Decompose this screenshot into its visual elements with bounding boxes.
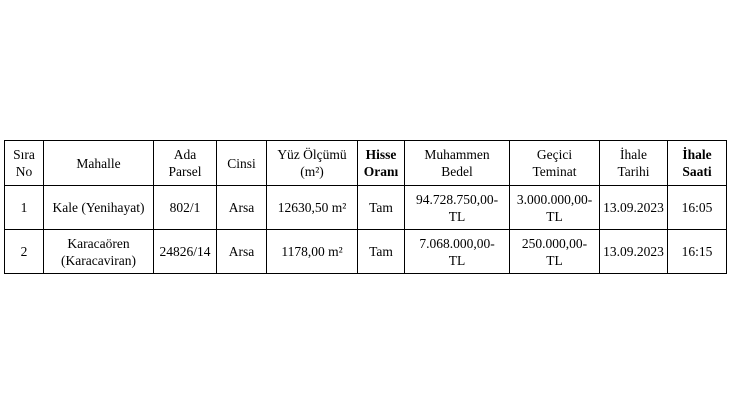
col-header-yuz-olcumu: Yüz Ölçümü (m²) — [267, 141, 358, 186]
col-header-sira-no: Sıra No — [5, 141, 44, 186]
col-header-cinsi: Cinsi — [217, 141, 267, 186]
table-row — [5, 186, 727, 230]
cell-mahalle: Kale (Yenihayat) — [44, 186, 154, 230]
cell-yuz-olcumu: 1178,00 m² — [267, 230, 358, 274]
cell-sira-no: 2 — [5, 230, 44, 274]
cell-hisse-orani: Tam — [358, 186, 405, 230]
cell-cinsi: Arsa — [217, 230, 267, 274]
cell-gecici-teminat: 250.000,00- TL — [510, 230, 600, 274]
col-header-mahalle: Mahalle — [44, 141, 154, 186]
cell-ihale-saati: 16:05 — [668, 186, 727, 230]
cell-ihale-tarihi: 13.09.2023 — [600, 230, 668, 274]
table-row — [5, 230, 727, 274]
col-header-ihale-saati: İhale Saati — [668, 141, 727, 186]
cell-ada-parsel: 24826/14 — [154, 230, 217, 274]
cell-yuz-olcumu: 12630,50 m² — [267, 186, 358, 230]
auction-table — [4, 140, 727, 274]
cell-cinsi: Arsa — [217, 186, 267, 230]
col-header-hisse-orani: Hisse Oranı — [358, 141, 405, 186]
cell-ihale-saati: 16:15 — [668, 230, 727, 274]
cell-muhammen-bedel: 94.728.750,00- TL — [405, 186, 510, 230]
cell-ihale-tarihi: 13.09.2023 — [600, 186, 668, 230]
col-header-ihale-tarihi: İhale Tarihi — [600, 141, 668, 186]
col-header-muhammen-bedel: Muhammen Bedel — [405, 141, 510, 186]
cell-mahalle: Karacaören (Karacaviran) — [44, 230, 154, 274]
cell-gecici-teminat: 3.000.000,00- TL — [510, 186, 600, 230]
header-row — [5, 141, 727, 186]
cell-hisse-orani: Tam — [358, 230, 405, 274]
col-header-ada-parsel: Ada Parsel — [154, 141, 217, 186]
cell-ada-parsel: 802/1 — [154, 186, 217, 230]
cell-sira-no: 1 — [5, 186, 44, 230]
col-header-gecici-teminat: Geçici Teminat — [510, 141, 600, 186]
cell-muhammen-bedel: 7.068.000,00- TL — [405, 230, 510, 274]
